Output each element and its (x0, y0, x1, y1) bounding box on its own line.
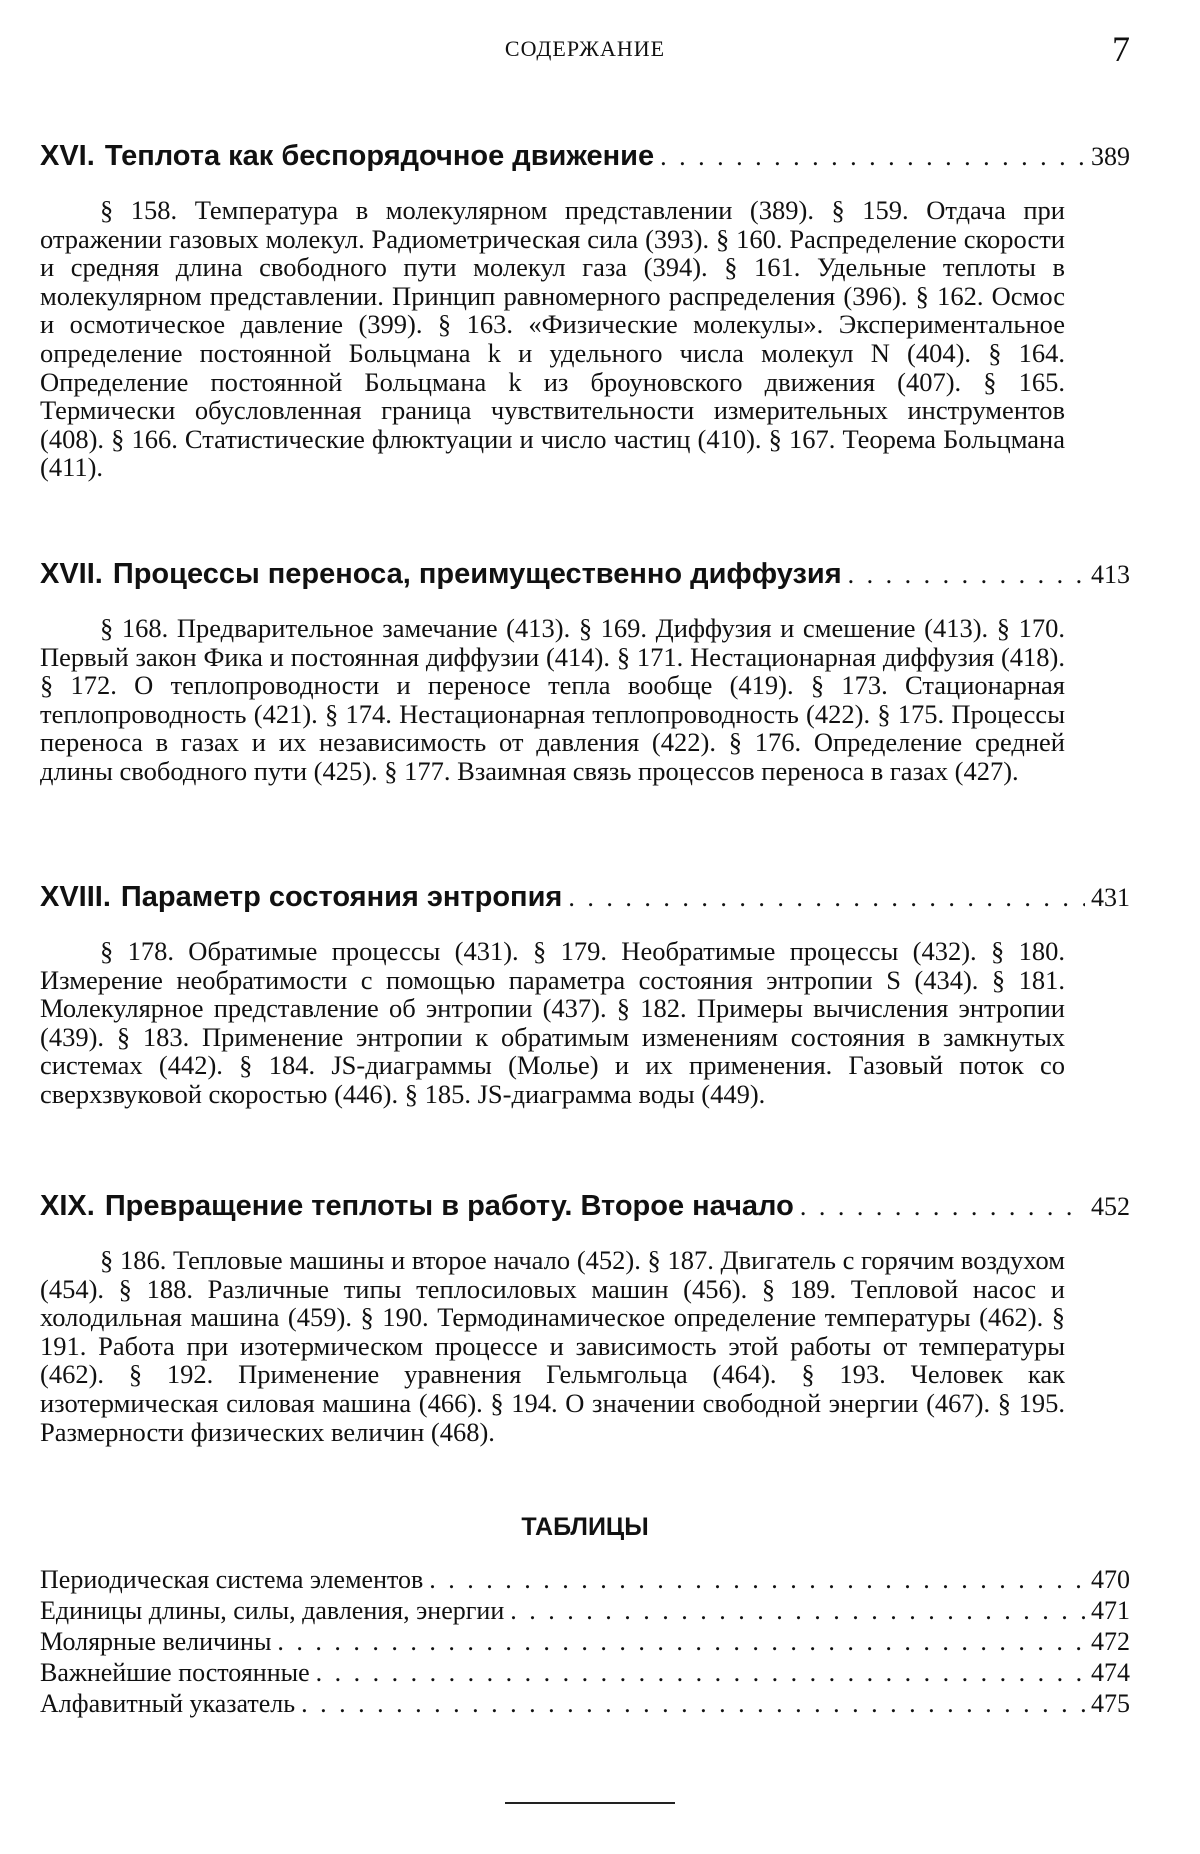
table-entry-page: 471 (1091, 1596, 1130, 1625)
chapter-title: Теплота как беспорядочное движение (104, 140, 655, 172)
table-entry[interactable] (40, 1627, 1130, 1658)
table-entry[interactable] (40, 1596, 1130, 1627)
chapter-entry (40, 881, 1130, 1109)
table-entry[interactable] (40, 1565, 1130, 1596)
chapter-summary: § 178. Обратимые процессы (431). § 179. Необратимые процессы (432). § 180. Измерение необратимости с помощью параметра состояния энтропии S (434). § 181. Молекулярное представление об энтропии (437). § 182. Примеры вычисления энтропии (439). § 183. Применение энтропии к обратимым изменениям состояния в замкнутых системах (442). § 184. JS-диаграммы (Молье) и их применения. Газовый поток со сверхзвуковой скоростью (446). § 185. JS-диаграмма воды (449). (40, 936, 1065, 1109)
table-entry-label: Молярные величины (40, 1627, 272, 1656)
chapter-entry (40, 140, 1130, 482)
dot-leader (568, 883, 1085, 913)
running-head (40, 28, 1130, 68)
chapter-heading[interactable] (40, 881, 1130, 925)
chapter-title: Процессы переноса, преимущественно диффузия (112, 558, 842, 590)
tables-heading: ТАБЛИЦЫ (521, 1513, 649, 1541)
chapter-number: XVIII. (40, 881, 111, 913)
chapter-number: XIX. (40, 1190, 95, 1222)
chapter-page: 431 (1091, 883, 1130, 912)
dot-leader (510, 1596, 1085, 1626)
table-entry-page: 470 (1091, 1565, 1130, 1594)
dot-leader (848, 560, 1085, 590)
chapter-page: 413 (1091, 560, 1130, 589)
chapter-summary: § 186. Тепловые машины и второе начало (452). § 187. Двигатель с горячим воздухом (454). § 188. Различные типы теплосиловых машин (456). § 189. Тепловой насос и холодильная машина (459). § 190. Термодинамическое определение температуры (462). § 191. Работа при изотермическом процессе и зависимость этой работы от температуры (462). § 192. Применение уравнения Гельмгольца (464). § 193. Человек как изотермическая силовая машина (466). § 194. О значении свободной энергии (467). § 195. Размерности физических величин (468). (40, 1245, 1065, 1447)
table-entry[interactable] (40, 1689, 1130, 1720)
chapter-heading[interactable] (40, 140, 1130, 184)
dot-leader (316, 1658, 1085, 1688)
running-title: СОДЕРЖАНИЕ (504, 36, 666, 61)
table-entry-label: Алфавитный указатель (40, 1689, 296, 1718)
dot-leader (660, 142, 1085, 172)
chapter-summary: § 158. Температура в молекулярном представлении (389). § 159. Отдача при отражении газовых молекул. Радиометрическая сила (393). § 160. Распределение скорости и средняя длина свободного пути молекул газа (394). § 161. Удельные теплоты в молекулярном представлении. Принцип равномерного распределения (396). § 162. Осмос и осмотическое давление (399). § 163. «Физические молекулы». Экспериментальное определение постоянной Больцмана k и удельного числа молекул N (404). § 164. Определение постоянной Больцмана k из броуновского движения (407). § 165. Термически обусловленная граница чувствительности измерительных инструментов (408). § 166. Статистические флюктуации и число частиц (410). § 167. Теорема Больцмана (411). (40, 195, 1065, 483)
table-entry[interactable] (40, 1658, 1130, 1689)
table-entry-label: Периодическая система элементов (40, 1565, 424, 1594)
table-entry-page: 474 (1091, 1658, 1130, 1687)
dot-leader (800, 1192, 1085, 1222)
chapter-entry (40, 558, 1130, 786)
chapter-number: XVI. (40, 140, 95, 172)
end-rule (505, 1802, 675, 1804)
chapter-heading[interactable] (40, 558, 1130, 602)
chapter-entry (40, 1190, 1130, 1446)
chapter-title: Параметр состояния энтропия (120, 881, 563, 913)
dot-leader (301, 1689, 1085, 1719)
table-entry-page: 472 (1091, 1627, 1130, 1656)
chapter-heading[interactable] (40, 1190, 1130, 1234)
chapter-page: 389 (1091, 142, 1130, 171)
dot-leader (429, 1565, 1085, 1595)
page-number: 7 (1112, 29, 1130, 69)
chapter-page: 452 (1091, 1192, 1130, 1221)
table-entry-label: Важнейшие постоянные (40, 1658, 310, 1687)
table-entry-label: Единицы длины, силы, давления, энергии (40, 1596, 505, 1625)
table-entry-page: 475 (1091, 1689, 1130, 1718)
dot-leader (277, 1627, 1085, 1657)
chapter-number: XVII. (40, 558, 103, 590)
chapter-title: Превращение теплоты в работу. Второе начало (104, 1190, 794, 1222)
tables-list (40, 1565, 1130, 1720)
chapter-summary: § 168. Предварительное замечание (413). § 169. Диффузия и смешение (413). § 170. Первый закон Фика и постоянная диффузии (414). § 171. Нестационарная диффузия (418). § 172. О теплопроводности и переносе тепла вообще (419). § 173. Стационарная теплопроводность (421). § 174. Нестационарная теплопроводность (422). § 175. Процессы переноса в газах и их независимость от давления (422). § 176. Определение средней длины свободного пути (425). § 177. Взаимная связь процессов переноса в газах (427). (40, 613, 1065, 786)
